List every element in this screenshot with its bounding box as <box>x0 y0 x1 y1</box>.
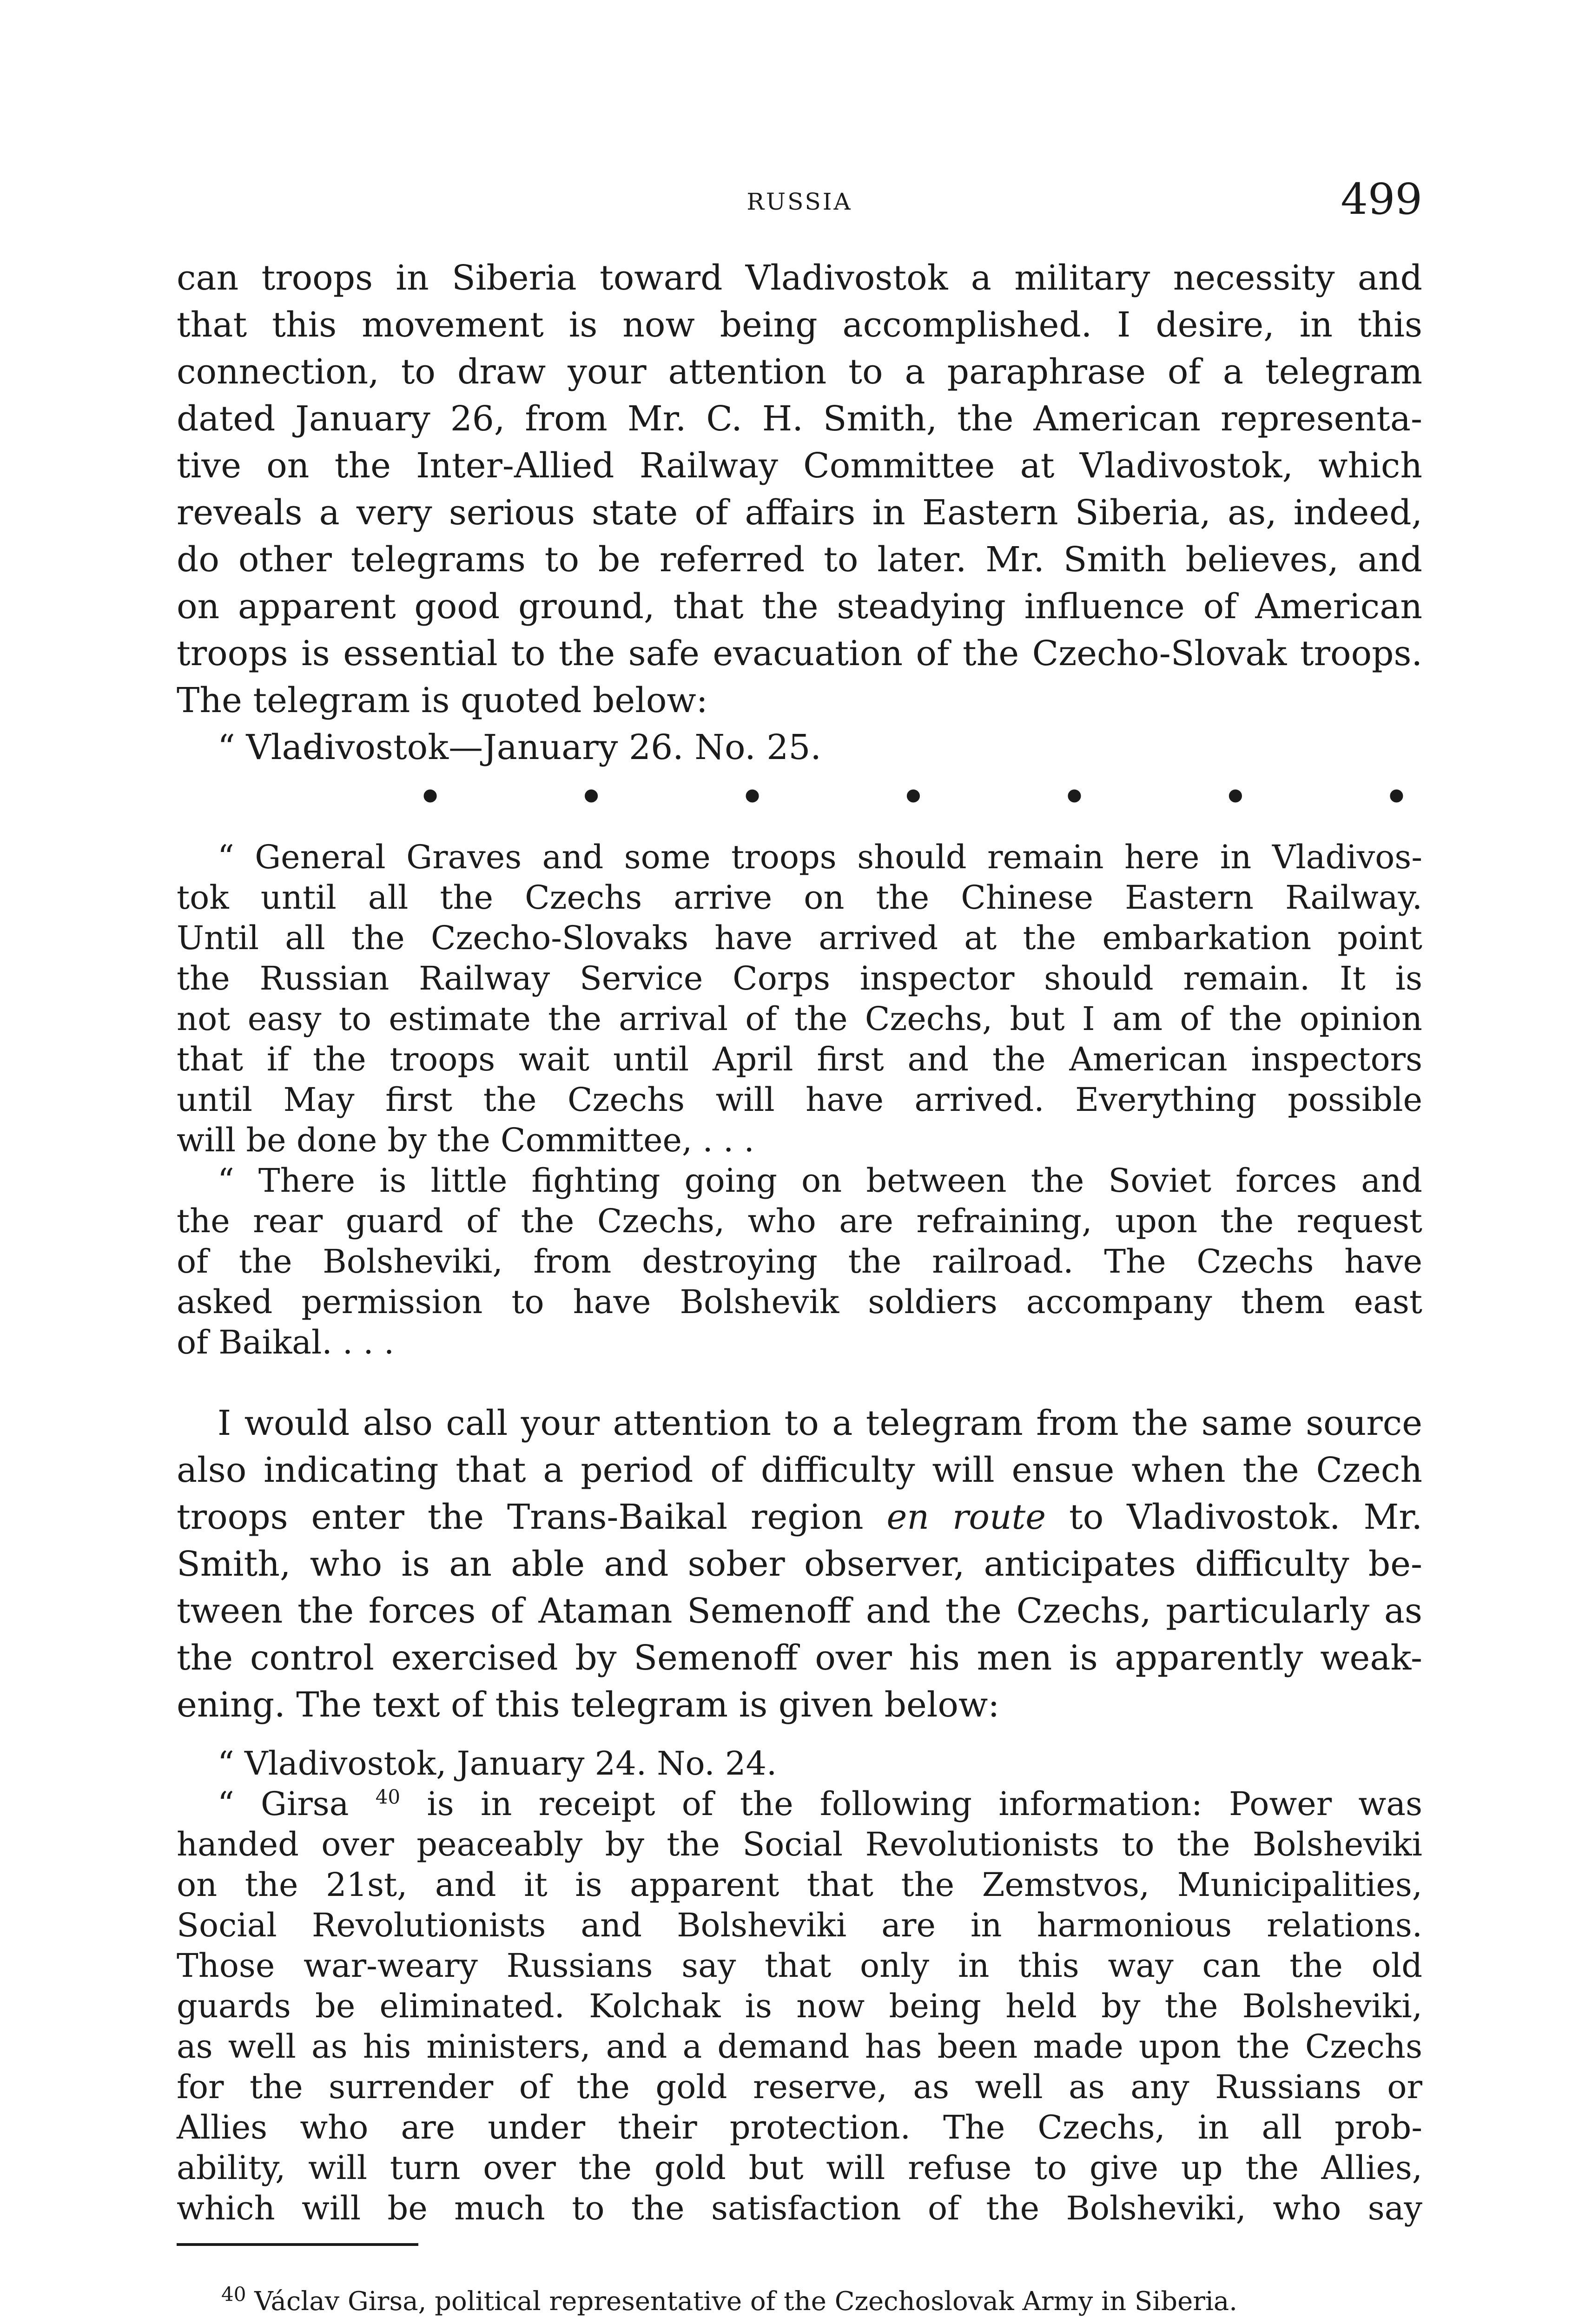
paragraph-intro <box>177 255 1422 724</box>
text-line: The telegram is quoted below: <box>177 680 708 720</box>
ellipsis-dot: • <box>1384 775 1408 819</box>
text-line: dated January 26, from Mr. C. H. Smith, the American representa- <box>177 399 1422 439</box>
text-line: guards be eliminated. Kolchak is now being held by the Bolsheviki, <box>177 1987 1422 2025</box>
text-line: the control exercised by Semenoff over his men is apparently weak- <box>177 1638 1422 1678</box>
ellipsis-dot: • <box>418 775 443 819</box>
running-title: RUSSIA <box>746 188 852 215</box>
paragraph-second <box>177 1400 1422 1729</box>
text-line: do other telegrams to be referred to later. Mr. Smith believes, and <box>177 540 1422 580</box>
text-line: as well as his ministers, and a demand has been made upon the Czechs <box>177 2027 1422 2066</box>
quoted-telegram-2 <box>177 1743 1422 2229</box>
text-line <box>177 1784 1422 1824</box>
text-line: I would also call your attention to a telegram from the same source <box>218 1403 1422 1443</box>
ellipsis-dot: • <box>901 775 925 819</box>
footnote-text: Václav Girsa, political representative of the Czechoslovak Army in Siberia. <box>246 2286 1238 2317</box>
text-fragment: is in receipt of the following information: Power was <box>400 1785 1423 1823</box>
text-line: tive on the Inter-Allied Railway Committee at Vladivostok, which <box>177 446 1422 486</box>
footnote-reference: 40 <box>375 1785 401 1809</box>
ellipsis-dots <box>177 771 1422 822</box>
running-head <box>177 174 1422 225</box>
text-line: ability, will turn over the gold but will refuse to give up the Allies, <box>177 2149 1422 2187</box>
text-line: not easy to estimate the arrival of the Czechs, but I am of the opinion <box>177 1000 1422 1038</box>
text-line: of Baikal. . . . <box>177 1323 395 1361</box>
telegram-heading-1 <box>177 724 1422 771</box>
text-line: that this movement is now being accomplished. I desire, in this <box>177 305 1422 345</box>
document-page <box>177 0 1422 2324</box>
text-line: until May first the Czechs will have arrived. Everything possible <box>177 1081 1422 1119</box>
text-line: Allies who are under their protection. The Czechs, in all prob- <box>177 2108 1422 2146</box>
text-line: will be done by the Committee, . . . <box>177 1121 754 1159</box>
text-line: Those war-weary Russians say that only in this way can the old <box>177 1947 1422 1985</box>
ellipsis-dot: • <box>579 775 603 819</box>
text-line: the rear guard of the Czechs, who are refraining, upon the request <box>177 1202 1422 1240</box>
text-line: troops is essential to the safe evacuation of the Czecho-Slovak troops. <box>177 634 1422 673</box>
text-line: Social Revolutionists and Bolsheviki are in harmonious relations. <box>177 1906 1422 1944</box>
text-line: the Russian Railway Service Corps inspector should remain. It is <box>177 959 1422 997</box>
text-line: of the Bolsheviki, from destroying the railroad. The Czechs have <box>177 1242 1422 1281</box>
text-line: “ There is little fighting going on between the Soviet forces and <box>218 1162 1422 1200</box>
text-line: also indicating that a period of difficulty will ensue when the Czech <box>177 1450 1422 1490</box>
text-line: on the 21st, and it is apparent that the Zemstvos, Municipalities, <box>177 1866 1422 1904</box>
ellipsis-dot: • <box>740 775 765 819</box>
text-line: Smith, who is an able and sober observer, anticipates difficulty be- <box>177 1544 1422 1584</box>
text-line: Until all the Czecho-Slovaks have arrived at the embarkation point <box>177 919 1422 957</box>
telegram-heading: “ Vladivostok—January 26. No. 25. <box>218 727 821 767</box>
text-line: reveals a very serious state of affairs in Eastern Siberia, as, indeed, <box>177 493 1422 533</box>
text-line: ening. The text of this telegram is given below: <box>177 1685 1000 1725</box>
text-line: “ General Graves and some troops should remain here in Vladivos- <box>218 838 1422 876</box>
text-fragment: troops enter the Trans-Baikal region <box>177 1497 887 1537</box>
ellipsis-dot: • <box>1062 775 1087 819</box>
text-line: that if the troops wait until April first and the American inspectors <box>177 1040 1422 1078</box>
text-fragment: “ Girsa <box>218 1785 376 1823</box>
telegram-heading: “ Vladivostok, January 24. No. 24. <box>218 1744 777 1783</box>
text-line: tok until all the Czechs arrive on the Chinese Eastern Railway. <box>177 878 1422 917</box>
text-line: on apparent good ground, that the steadying influence of American <box>177 587 1422 627</box>
ellipsis-dot: • <box>1223 775 1248 819</box>
footnote-marker: 40 <box>221 2283 246 2306</box>
footnote-rule <box>177 2243 418 2246</box>
text-line: for the surrender of the gold reserve, as well as any Russians or <box>177 2068 1422 2106</box>
text-line: tween the forces of Ataman Semenoff and the Czechs, particularly as <box>177 1591 1422 1631</box>
text-line: can troops in Siberia toward Vladivostok a military necessity and <box>177 258 1422 298</box>
text-line: connection, to draw your attention to a paraphrase of a telegram <box>177 352 1422 392</box>
quoted-telegram-1 <box>177 837 1422 1363</box>
text-line: asked permission to have Bolshevik soldiers accompany them east <box>177 1283 1422 1321</box>
text-line: which will be much to the satisfaction of the Bolsheviki, who say <box>177 2189 1422 2227</box>
text-fragment: to Vladivostok. Mr. <box>1046 1497 1422 1537</box>
body-text <box>177 255 1422 2229</box>
page-number: 499 <box>1341 174 1422 224</box>
italic-phrase: en route <box>886 1497 1046 1537</box>
text-line <box>177 1494 1422 1541</box>
text-line: handed over peaceably by the Social Revolutionists to the Bolsheviki <box>177 1825 1422 1863</box>
footnote <box>177 2283 1422 2320</box>
